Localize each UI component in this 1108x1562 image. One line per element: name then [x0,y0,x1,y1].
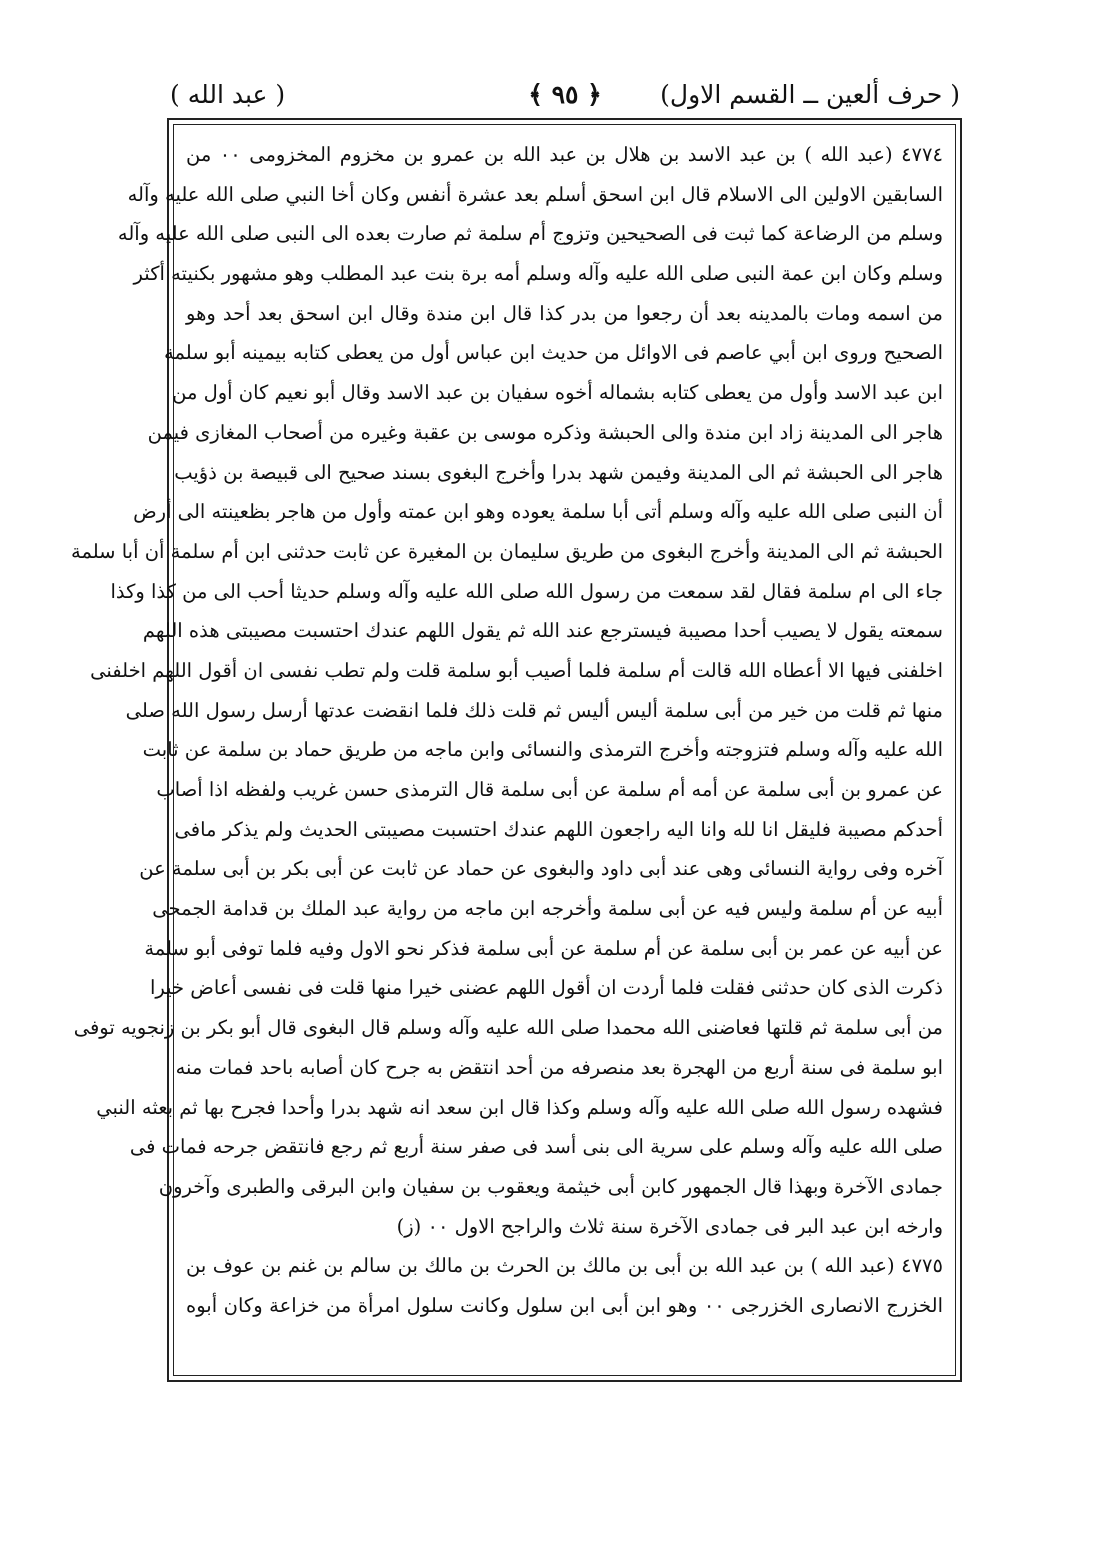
text-line: جاء الى ام سلمة فقال لقد سمعت من رسول الله صلى الله عليه وآله وسلم حديثا أحب الى من كذا وكذا [110,579,943,603]
header-entry-name: ( عبد الله ) [170,80,286,109]
text-line: ٤٧٧٥ (عبد الله ) بن عبد الله بن أبى بن مالك بن الحرث بن مالك بن سالم بن غنم بن عوف بن [186,1254,943,1278]
text-body [71,124,956,1376]
text-line: ذكرت الذى كان حدثنى فقلت فلما أردت ان أقول اللهم عضنى خيرا منها قلت فى نفسى أعاض خيرا [149,976,943,1000]
text-line: من اسمه ومات بالمدينه بعد أن رجعوا من بدر كذا قال ابن مندة وقال ابن اسحق بعد أحد وهو [186,301,943,325]
text-line: آخره وفى رواية النسائى وهى عند أبى داود والبغوى عن حماد عن ثابت عن أبى بكر بن أبى سلمة عن [139,857,943,881]
text-line: ٤٧٧٤ (عبد الله ) بن عبد الاسد بن هلال بن عبد الله بن عمرو بن مخزوم المخزومى ٠٠ من [186,143,943,166]
text-line: أن النبى صلى الله عليه وآله وسلم أتى أبا سلمة يعوده وهو ابن عمته وأول من هاجر بظعينته الى أرض [133,500,943,524]
text-line: وسلم من الرضاعة كما ثبت فى الصحيحين وتزوج أم سلمة ثم صارت بعده الى النبى صلى الله عليه وآله [117,222,943,246]
text-line: الحبشة ثم الى المدينة وأخرج البغوى من طريق سليمان بن المغيرة عن ثابت حدثنى ابن أم سلمة أن أبا سلمة [71,539,943,563]
text-line: فشهده رسول الله صلى الله عليه وآله وسلم وكذا قال ابن سعد انه شهد بدرا وأحدا فجرح بها ثم بعثه النبي [96,1095,943,1119]
text-line: جمادى الآخرة وبهذا قال الجمهور كابن أبى خيثمة ويعقوب بن سفيان وابن البرقى والطبرى وآخرون [158,1174,943,1198]
text-line: الله عليه وآله وسلم فتزوجته وأخرج الترمذى والنسائى وابن ماجه من طريق حماد بن سلمة عن ثابت [142,738,943,762]
text-line: وارخه ابن عبد البر فى جمادى الآخرة سنة ثلاث والراجح الاول ٠٠ (ز) [396,1214,943,1238]
text-line: الصحيح وروى ابن أبي عاصم فى الاوائل من حديث ابن عباس أول من يعطى كتابه بيمينه أبو سلمة [164,341,943,365]
text-line: أبيه عن أم سلمة وليس فيه عن أبى سلمة وأخرجه ابن ماجه من رواية عبد الملك بن قدامة الجمحى [152,897,943,921]
text-line: عن أبيه عن عمر بن أبى سلمة عن أم سلمة عن أبى سلمة فذكر نحو الاول وفيه فلما توفى أبو سلمة [144,936,943,960]
text-line: عن عمرو بن أبى سلمة عن أمه أم سلمة عن أبى سلمة قال الترمذى حسن غريب ولفظه اذا أصاب [156,778,943,801]
page-number: ﴿ ٩٥ ﴾ [528,80,602,109]
page-header [170,70,960,120]
text-line: هاجر الى المدينة زاد ابن مندة والى الحبشة وذكره موسى بن عقبة وغيره من أصحاب المغازى فيمن [147,420,943,444]
text-line: الخزرج الانصارى الخزرجى ٠٠ وهو ابن أبى ابن سلول وكانت سلول امرأة من خزاعة وكان أبوه [186,1293,943,1317]
text-frame [71,118,962,1382]
text-line: هاجر الى الحبشة ثم الى المدينة وفيمن شهد بدرا وأخرج البغوى بسند صحيح الى قبيصة بن ذؤيب [174,460,943,484]
text-line: صلى الله عليه وآله وسلم على سرية الى بنى أسد فى صفر سنة أربع ثم رجع فانتقض جرحه فمات فى [129,1135,943,1159]
text-line: ابو سلمة فى سنة أربع من الهجرة بعد منصرفه من أحد انتقض به جرح كان أصابه باحد فمات منه [175,1055,943,1079]
text-line: أحدكم مصيبة فليقل انا لله وانا اليه راجعون اللهم عندك احتسبت مصيبتى الحديث ولم يذكر مافى [174,817,943,841]
text-line: سمعته يقول لا يصيب أحدا مصيبة فيسترجع عند الله ثم يقول اللهم عندك احتسبت مصيبتى هذه اللهم [142,619,943,643]
text-line: وسلم وكان ابن عمة النبى صلى الله عليه وآله وسلم أمه برة بنت عبد المطلب وهو مشهور بكنيته أكثر [133,262,943,286]
text-line: من أبى سلمة ثم قلتها فعاضنى الله محمدا صلى الله عليه وآله وسلم قال البغوى قال أبو بكر بن زنجويه توفى [73,1016,943,1040]
text-line: اخلفنى فيها الا أعطاه الله قالت أم سلمة فلما أصيب أبو سلمة قلت ولم تطب نفسى ان أقول اللهم اخلفنى [90,658,943,682]
text-line: منها ثم قلت من خير من أبى سلمة أليس أليس ثم قلت ذلك فلما انقضت عدتها أرسل رسول الله صلى [125,698,943,722]
text-line: السابقين الاولين الى الاسلام قال ابن اسحق أسلم بعد عشرة أنفس وكان أخا النبي صلى الله عليه وآله [127,182,943,206]
text-line: ابن عبد الاسد وأول من يعطى كتابه بشماله أخوه سفيان بن عبد الاسد وقال أبو نعيم كان أول من [172,381,943,405]
header-section-title: ( حرف ألعين ــ القسم الاول) [660,80,960,109]
